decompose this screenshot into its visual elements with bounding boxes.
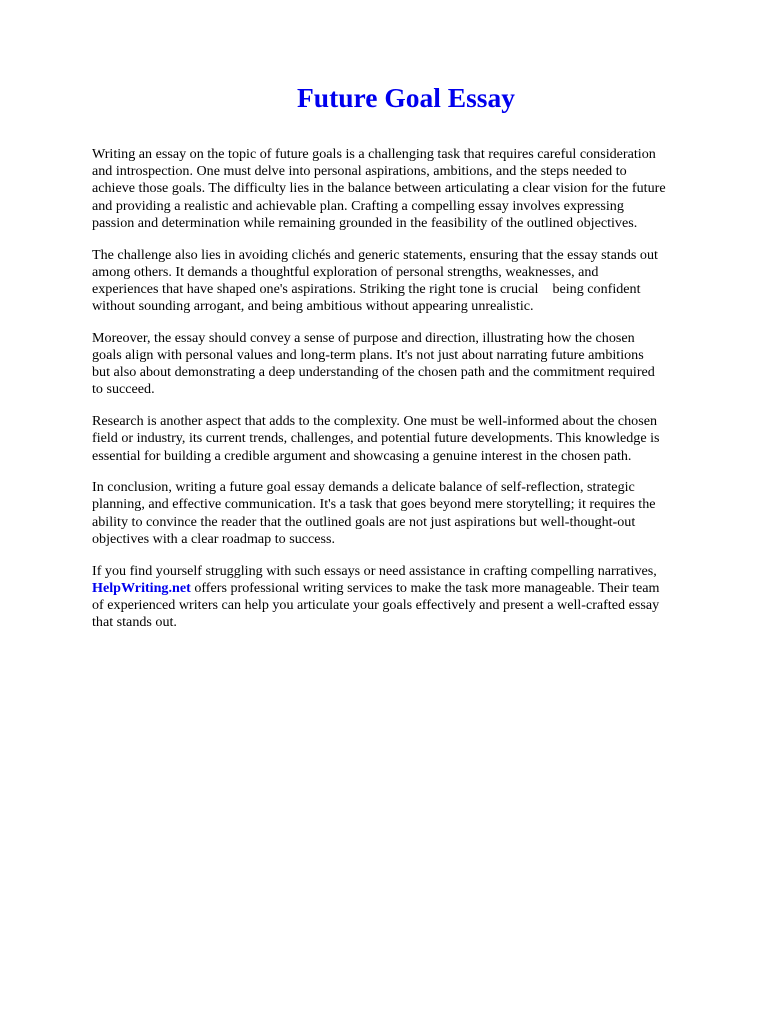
text-line: experiences that have shaped one's aspirations. Striking the right tone is crucial being confident xyxy=(92,280,641,297)
text-line: In conclusion, writing a future goal essay demands a delicate balance of self-reflection, strategic xyxy=(92,479,635,496)
text-line: If you find yourself struggling with such essays or need assistance in crafting compelling narratives, xyxy=(92,562,657,579)
text-line: Moreover, the essay should convey a sense of purpose and direction, illustrating how the chosen xyxy=(92,329,635,346)
essay-body xyxy=(92,146,732,646)
text-line: essential for building a credible argument and showcasing a genuine interest in the chosen path. xyxy=(92,447,632,464)
paragraph-4 xyxy=(92,413,732,465)
text-line xyxy=(92,580,732,597)
text-line: field or industry, its current trends, challenges, and potential future developments. This knowledge is xyxy=(92,430,660,447)
paragraph-2 xyxy=(92,247,732,316)
text-line: but also about demonstrating a deep understanding of the chosen path and the commitment required xyxy=(92,364,655,381)
text-line: and introspection. One must delve into personal aspirations, ambitions, and the steps needed to xyxy=(92,163,627,180)
text-line: among others. It demands a thoughtful exploration of personal strengths, weaknesses, and xyxy=(92,263,599,280)
text-segment: offers professional writing services to make the task more manageable. Their team xyxy=(190,579,660,596)
text-line: Writing an essay on the topic of future goals is a challenging task that requires careful consideration xyxy=(92,146,656,162)
paragraph-5 xyxy=(92,479,732,548)
text-line: without sounding arrogant, and being ambitious without appearing unrealistic. xyxy=(92,298,534,315)
text-line: passion and determination while remaining grounded in the feasibility of the outlined objectives. xyxy=(92,214,638,231)
text-line: objectives with a clear roadmap to success. xyxy=(92,530,336,547)
paragraph-closing xyxy=(92,563,732,632)
helpwriting-link[interactable]: HelpWriting.net xyxy=(92,579,191,596)
text-line: that stands out. xyxy=(92,614,177,631)
page-title: Future Goal Essay xyxy=(297,82,515,113)
text-line: to succeed. xyxy=(92,381,155,398)
text-line: achieve those goals. The difficulty lies in the balance between articulating a clear vision for the future xyxy=(92,180,666,197)
text-line: planning, and effective communication. It's a task that goes beyond mere storytelling; it requires the xyxy=(92,496,656,513)
text-line: ability to convince the reader that the outlined goals are not just aspirations but well-thought-out xyxy=(92,513,636,530)
text-line: The challenge also lies in avoiding clichés and generic statements, ensuring that the essay stands out xyxy=(92,246,658,263)
text-line: and providing a realistic and achievable plan. Crafting a compelling essay involves expressing xyxy=(92,197,624,214)
text-line: of experienced writers can help you articulate your goals effectively and present a well-crafted essay xyxy=(92,596,660,613)
paragraph-3 xyxy=(92,330,732,399)
text-line: goals align with personal values and long-term plans. It's not just about narrating future ambitions xyxy=(92,347,644,364)
text-line: Research is another aspect that adds to the complexity. One must be well-informed about the chosen xyxy=(92,413,658,430)
paragraph-1 xyxy=(92,146,732,232)
